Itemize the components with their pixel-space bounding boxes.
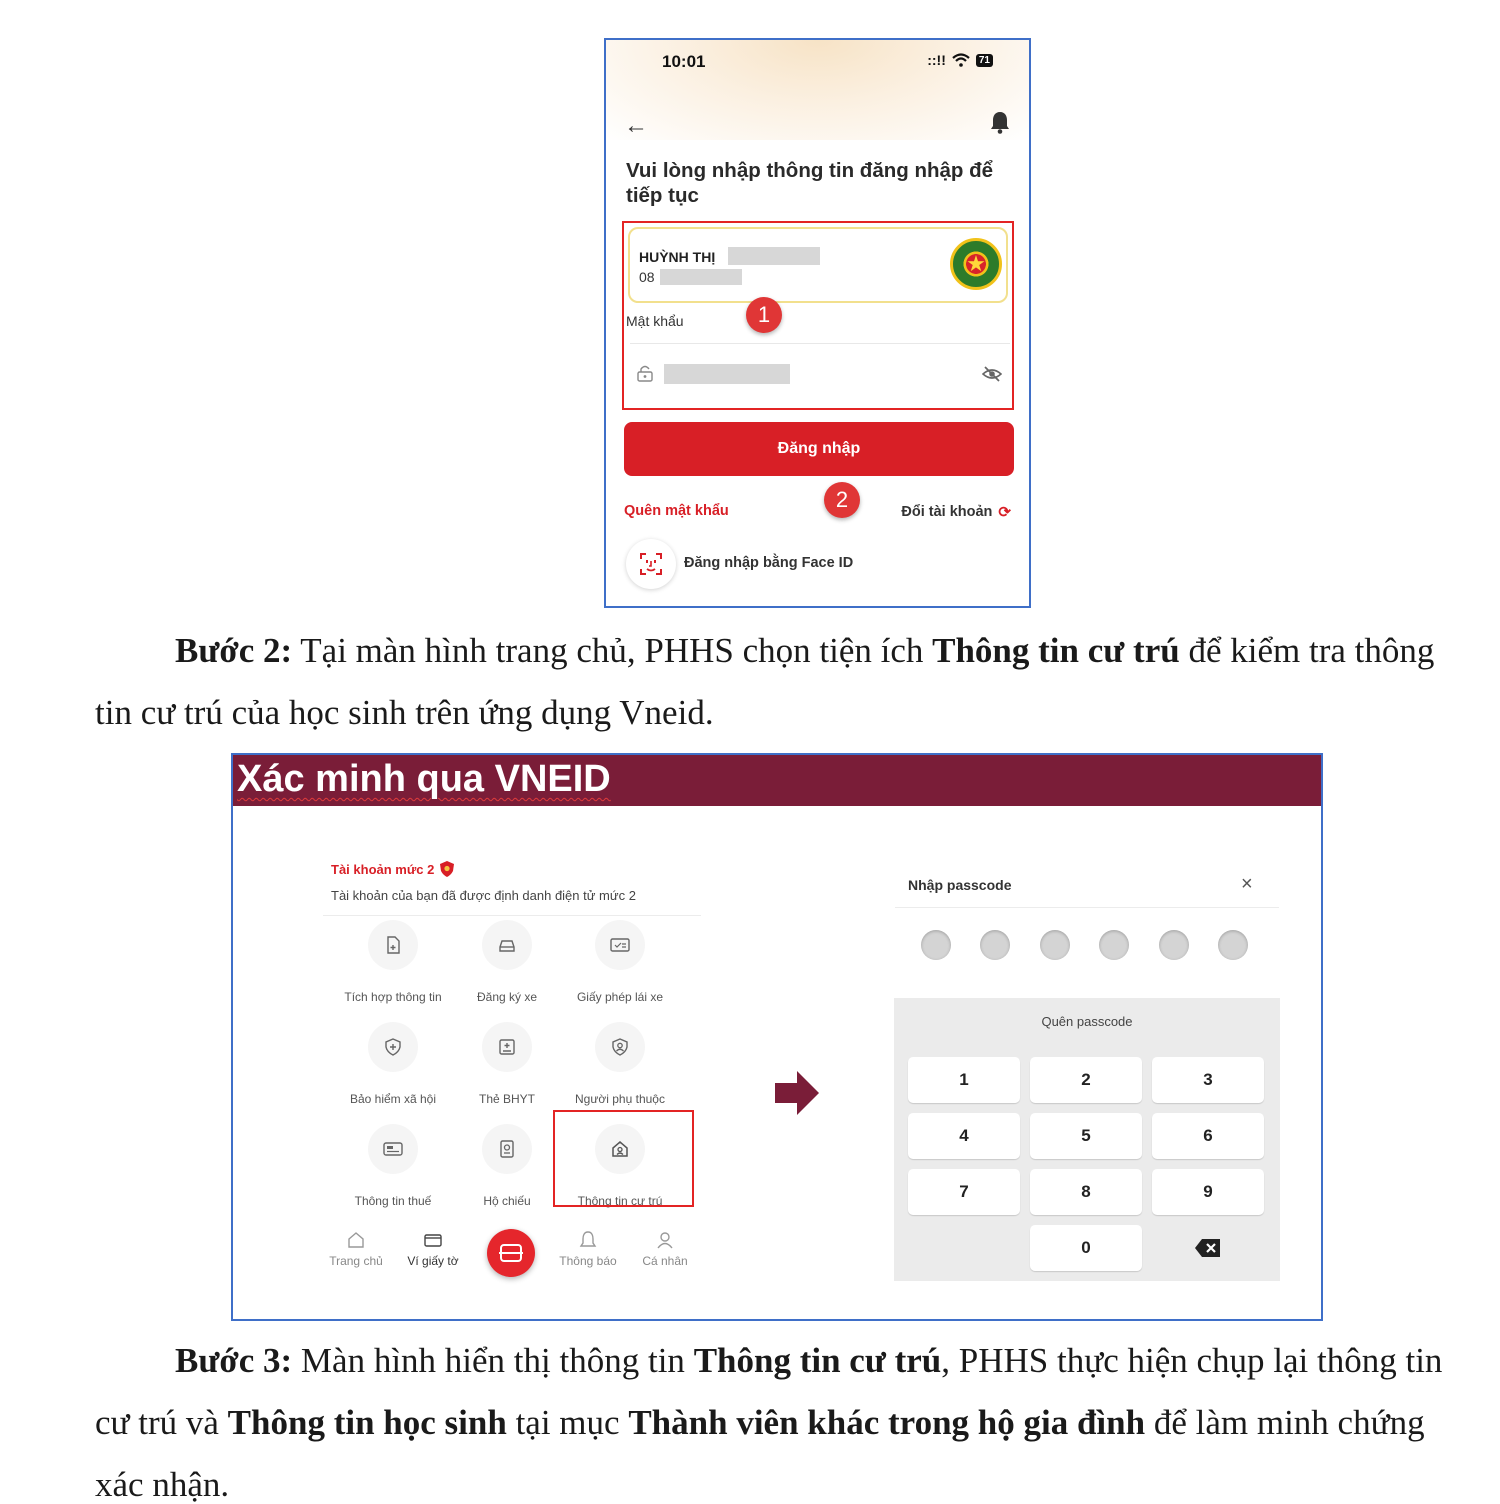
tab-notifications[interactable] — [553, 1230, 623, 1268]
residence-highlight — [553, 1110, 694, 1207]
step-2-text-1: Tại màn hình trang chủ, PHHS chọn tiện ích — [292, 631, 933, 670]
step-3-bold-2: Thông tin học sinh — [227, 1403, 507, 1442]
service-label: Giấy phép lái xe — [576, 990, 664, 1004]
license-card-icon — [609, 935, 631, 955]
person-shield-icon — [610, 1037, 630, 1057]
key-1[interactable]: 1 — [908, 1057, 1020, 1103]
step-3-bold-1: Thông tin cư trú — [693, 1341, 942, 1380]
account-id: 08 — [639, 269, 655, 285]
scan-icon — [498, 1242, 524, 1264]
key-9[interactable]: 9 — [1152, 1169, 1264, 1215]
step-2-paragraph — [95, 620, 1445, 744]
key-8[interactable]: 8 — [1030, 1169, 1142, 1215]
password-label: Mật khẩu — [626, 313, 684, 329]
service-tich-hop-thong-tin[interactable] — [333, 920, 453, 1004]
service-label: Bảo hiểm xã hội — [349, 1092, 437, 1106]
passcode-dot — [1040, 930, 1070, 960]
step-3-paragraph — [95, 1330, 1445, 1504]
backspace-key[interactable] — [1152, 1225, 1264, 1271]
service-label: Thông tin thuế — [354, 1194, 432, 1208]
divider — [323, 915, 701, 916]
key-3[interactable]: 3 — [1152, 1057, 1264, 1103]
login-button[interactable]: Đăng nhập — [624, 422, 1014, 476]
eye-off-icon[interactable] — [982, 365, 1002, 383]
key-0[interactable]: 0 — [1030, 1225, 1142, 1271]
passcode-dot — [980, 930, 1010, 960]
vneid-verification-figure — [231, 753, 1323, 1321]
passcode-dot — [921, 930, 951, 960]
service-the-bhyt[interactable] — [447, 1022, 567, 1106]
service-nguoi-phu-thuoc[interactable] — [560, 1022, 680, 1106]
step-3-text-3: tại mục — [506, 1403, 629, 1442]
face-id-login-label[interactable]: Đăng nhập bằng Face ID — [684, 555, 854, 571]
status-icons — [927, 52, 993, 68]
step-3-label: Bước 3: — [175, 1341, 293, 1380]
login-screenshot — [604, 38, 1031, 608]
divider — [895, 907, 1279, 908]
switch-account-link[interactable] — [901, 503, 1011, 521]
tax-icon — [382, 1139, 404, 1159]
signal-icon: ::!! — [927, 52, 946, 68]
step-2-bold-1: Thông tin cư trú — [932, 631, 1180, 670]
forgot-passcode-link[interactable]: Quên passcode — [1041, 1014, 1133, 1029]
tab-profile[interactable] — [630, 1230, 700, 1268]
profile-icon — [655, 1230, 675, 1250]
tab-label: Cá nhân — [642, 1254, 688, 1268]
shield-badge-icon — [440, 861, 454, 877]
key-2[interactable]: 2 — [1030, 1057, 1142, 1103]
account-level-label: Tài khoản mức 2 — [331, 861, 435, 877]
tab-home[interactable] — [321, 1230, 391, 1268]
status-time: 10:01 — [662, 52, 706, 71]
service-label: Hộ chiếu — [483, 1194, 531, 1208]
step-marker-1: 1 — [746, 297, 782, 333]
divider — [630, 343, 1010, 344]
police-emblem-icon: ★ — [950, 238, 1002, 290]
service-giay-phep-lai-xe[interactable] — [560, 920, 680, 1004]
service-thong-tin-thue[interactable] — [333, 1124, 453, 1208]
credentials-highlight — [622, 221, 1014, 410]
account-level — [331, 861, 454, 877]
car-icon — [497, 935, 517, 955]
login-heading: Vui lòng nhập thông tin đăng nhập để tiếp tục — [626, 159, 994, 207]
close-icon[interactable]: × — [1241, 873, 1253, 895]
bell-icon — [578, 1230, 598, 1250]
key-7[interactable]: 7 — [908, 1169, 1020, 1215]
tab-wallet[interactable] — [398, 1230, 468, 1268]
tab-label: Thông báo — [559, 1254, 617, 1268]
health-card-icon — [497, 1037, 517, 1057]
step-3-bold-3: Thành viên khác trong hộ gia đình — [628, 1403, 1146, 1442]
tab-label: Trang chủ — [329, 1254, 383, 1268]
key-5[interactable]: 5 — [1030, 1113, 1142, 1159]
service-label: Thông tin cư trú — [577, 1194, 663, 1208]
forgot-password-link[interactable]: Quên mật khẩu — [624, 503, 729, 519]
passcode-dot — [1218, 930, 1248, 960]
home-icon — [346, 1230, 366, 1250]
step-3-text-1: Màn hình hiển thị thông tin — [292, 1341, 694, 1380]
step-marker-2: 2 — [824, 482, 860, 518]
wifi-icon — [952, 53, 970, 67]
passcode-dot — [1159, 930, 1189, 960]
service-bao-hiem-xa-hoi[interactable] — [333, 1022, 453, 1106]
refresh-icon: ⟳ — [998, 504, 1011, 521]
step-2-label: Bước 2: — [175, 631, 293, 670]
document-plus-icon — [383, 935, 403, 955]
service-dang-ky-xe[interactable] — [447, 920, 567, 1004]
step-3-text-4: để làm minh chứng xác nhận. — [95, 1403, 1425, 1504]
password-input[interactable] — [664, 364, 790, 384]
service-label: Đăng ký xe — [476, 990, 538, 1004]
back-arrow-icon[interactable]: ← — [624, 112, 648, 139]
step-2-text-2: để kiểm tra thông tin cư trú của học sinh trên ứng dụng Vneid. — [95, 631, 1435, 732]
account-description: Tài khoản của bạn đã được định danh điện tử mức 2 — [331, 888, 636, 903]
tab-label: Ví giấy tờ — [407, 1254, 459, 1268]
passcode-title: Nhập passcode — [908, 877, 1012, 893]
backspace-icon — [1194, 1238, 1222, 1258]
battery-icon: 71 — [976, 54, 993, 67]
key-6[interactable]: 6 — [1152, 1113, 1264, 1159]
service-ho-chieu[interactable] — [447, 1124, 567, 1208]
service-label: Thẻ BHYT — [478, 1092, 535, 1106]
step-3-text-2: , PHHS thực hiện chụp lại thông tin cư trú và — [95, 1341, 1443, 1442]
key-4[interactable]: 4 — [908, 1113, 1020, 1159]
face-id-icon[interactable] — [626, 539, 676, 589]
passport-icon — [497, 1139, 517, 1159]
id-redaction — [660, 269, 742, 285]
shield-plus-icon — [383, 1037, 403, 1057]
account-card[interactable] — [628, 227, 1008, 303]
passcode-dot — [1099, 930, 1129, 960]
bell-icon[interactable] — [989, 110, 1011, 134]
lock-icon — [636, 364, 654, 382]
wallet-icon — [423, 1230, 443, 1250]
figure-title: Xác minh qua VNEID — [237, 758, 611, 800]
name-redaction — [728, 247, 820, 265]
scan-button[interactable] — [487, 1229, 535, 1277]
service-label: Tích hợp thông tin — [344, 990, 442, 1004]
switch-account-label: Đổi tài khoản — [901, 504, 993, 520]
arrow-right-icon — [773, 1069, 821, 1117]
account-name: HUỲNH THỊ — [639, 249, 716, 265]
service-label: Người phụ thuộc — [575, 1092, 665, 1106]
